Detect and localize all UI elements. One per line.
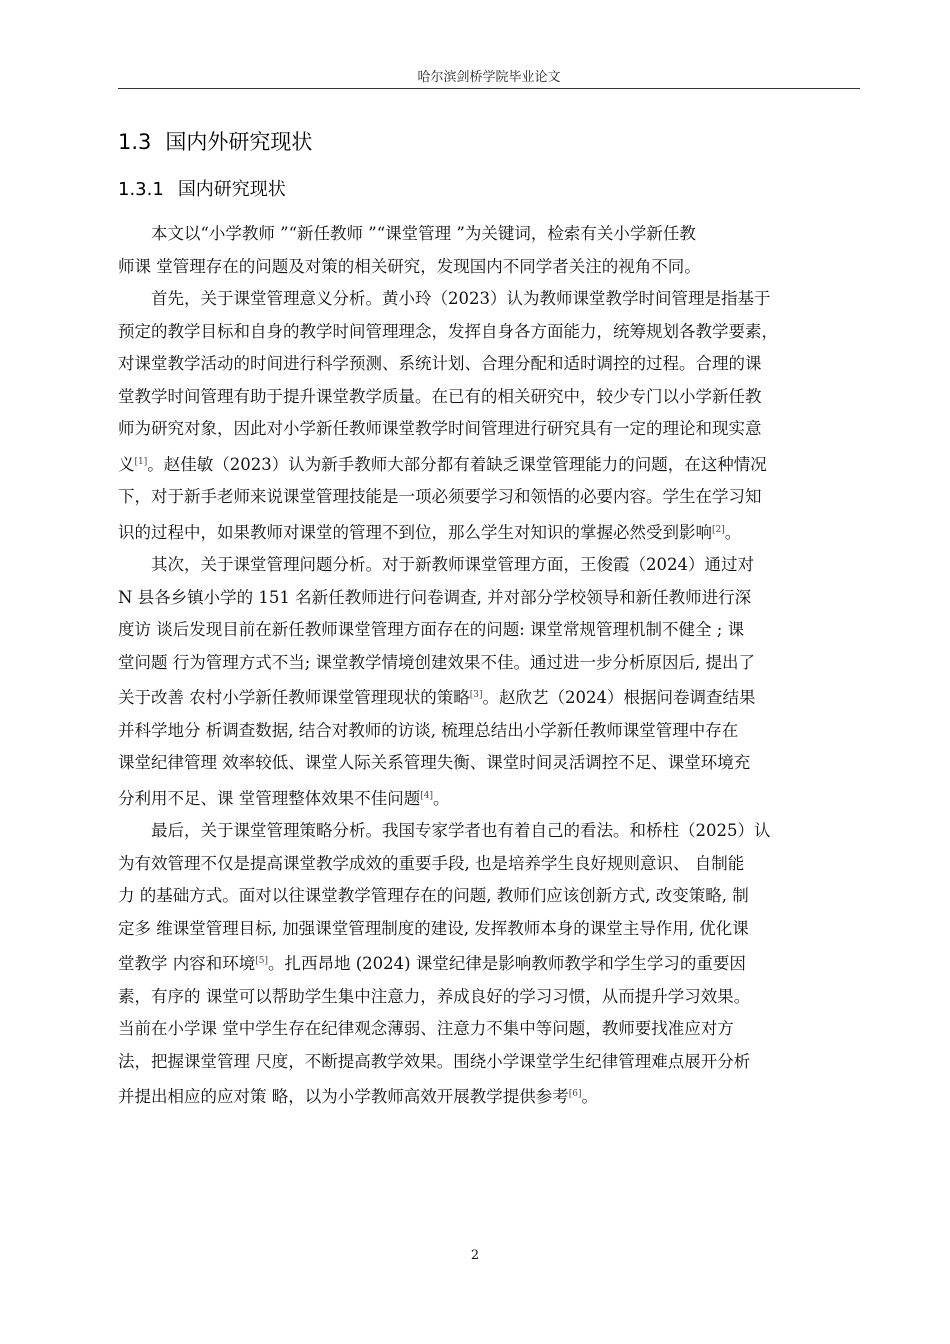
paragraph-line: 。赵佳敏（2023）认为新手教师大部分都有着缺乏课堂管理能力的问题，在这种情况	[147, 454, 767, 474]
paragraph-line: 最后，关于课堂管理策略分析。我国专家学者也有着自己的看法。和桥柱（2025）认	[151, 821, 771, 840]
subsection-heading	[118, 175, 286, 201]
paragraph-line: 堂问题 行为管理方式不当; 课堂教学情境创建效果不佳。通过进一步分析原因后, 提出了	[118, 652, 756, 672]
paragraph-line: N 县各乡镇小学的 151 名新任教师进行问卷调查, 并对部分学校领导和新任教师进行深	[118, 587, 752, 607]
citation-marker: [2]	[712, 524, 725, 535]
paragraph-line: 力 的基础方式。面对以往课堂教学管理存在的问题, 教师们应该创新方式, 改变策略, 制	[118, 886, 749, 905]
paragraph-4	[118, 815, 860, 1114]
section-number: 1.3	[118, 130, 152, 154]
paragraph-line: 堂教学时间管理有助于提升课堂教学质量。在已有的相关研究中，较少专门以小学新任教	[118, 386, 762, 406]
paragraph-line: 关于改善 农村小学新任教师课堂管理现状的策略	[118, 688, 470, 707]
paragraph-line: 义	[118, 454, 135, 474]
paragraph-line: 预定的教学目标和自身的教学时间管理理念，发挥自身各方面能力，统筹规划各教学要素，	[118, 321, 778, 341]
paragraph-line: 。	[581, 1087, 598, 1106]
paragraph-line: 下，对于新手老师来说课堂管理技能是一项必须要学习和领悟的必要内容。学生在学习知	[118, 487, 762, 506]
page-header: 哈尔滨剑桥学院毕业论文	[417, 70, 561, 85]
paragraph-line: 师为研究对象，因此对小学新任教师课堂教学时间管理进行研究具有一定的理论和现实意	[118, 419, 762, 438]
citation-marker: [3]	[469, 690, 483, 700]
section-heading	[118, 126, 312, 156]
paragraph-line: 并科学地分 析调查数据, 结合对教师的访谈, 梳理总结出小学新任教师课堂管理中存在	[118, 720, 739, 740]
paragraph-line: 法，把握课堂管理 尺度，不断提高教学效果。围绕小学课堂学生纪律管理难点展开分析	[118, 1051, 751, 1071]
paragraph-line: 当前在小学课 堂中学生存在纪律观念薄弱、注意力不集中等问题，教师要找准应对方	[118, 1019, 734, 1038]
subsection-title: 国内研究现状	[177, 179, 286, 200]
citation-marker: [1]	[134, 456, 148, 467]
citation-marker: [5]	[255, 956, 268, 966]
paragraph-line: 并提出相应的应对策 略，以为小学教师高效开展教学提供参考	[118, 1087, 569, 1106]
paragraph-line: 。扎西昂地 (2024) 课堂纪律是影响教师教学和学生学习的重要因	[268, 954, 746, 973]
paragraph-line: 素，有序的 课堂可以帮助学生集中注意力，养成良好的学习习惯，从而提升学习效果。	[118, 986, 751, 1006]
subsection-number: 1.3.1	[118, 179, 164, 200]
paragraph-2	[118, 283, 860, 549]
paragraph-line: 对课堂教学活动的时间进行科学预测、系统计划、合理分配和适时调控的过程。合理的课	[118, 354, 762, 373]
paragraph-line: 堂教学 内容和环境	[118, 954, 256, 973]
paragraph-line: 首先，关于课堂管理意义分析。黄小玲（2023）认为教师课堂教学时间管理是指基于	[151, 289, 771, 308]
paragraph-line: 本文以“小学教师 ”“新任教师 ”“课堂管理 ”为关键词，检索有关小学新任教	[151, 224, 696, 243]
paragraph-1	[118, 218, 860, 283]
page-number: 2	[470, 1248, 480, 1263]
citation-marker: [6]	[568, 1089, 582, 1099]
paragraph-line: 师课 堂管理存在的问题及对策的相关研究，发现国内不同学者关注的视角不同。	[118, 256, 701, 276]
section-title: 国内外研究现状	[165, 130, 313, 154]
paragraph-line: 定多 维课堂管理目标, 加强课堂管理制度的建设, 发挥教师本身的课堂主导作用, 优化课	[118, 918, 749, 938]
citation-marker: [4]	[420, 790, 433, 801]
body-text	[118, 218, 860, 1114]
header-rule	[118, 88, 860, 89]
paragraph-line: 分利用不足、课 堂管理整体效果不佳问题	[118, 788, 421, 808]
paragraph-line: 度访 谈后发现目前在新任教师课堂管理方面存在的问题: 课堂常规管理机制不健全 ; 课	[118, 620, 745, 639]
paragraph-line: 其次，关于课堂管理问题分析。对于新教师课堂管理方面，王俊霞（2024）通过对	[151, 555, 754, 574]
paragraph-3	[118, 549, 860, 815]
paragraph-line: 。	[433, 788, 450, 808]
paragraph-line: 课堂纪律管理 效率较低、课堂人际关系管理失衡、课堂时间灵活调控不足、课堂环境充	[118, 753, 751, 772]
paragraph-line: 识的过程中，如果教师对课堂的管理不到位，那么学生对知识的掌握必然受到影响	[118, 522, 712, 542]
paragraph-line: 为有效管理不仅是提高课堂教学成效的重要手段, 也是培养学生良好规则意识、 自制能	[118, 853, 745, 873]
paragraph-line: 。赵欣艺（2024）根据问卷调查结果	[482, 688, 756, 707]
paragraph-line: 。	[724, 522, 742, 542]
